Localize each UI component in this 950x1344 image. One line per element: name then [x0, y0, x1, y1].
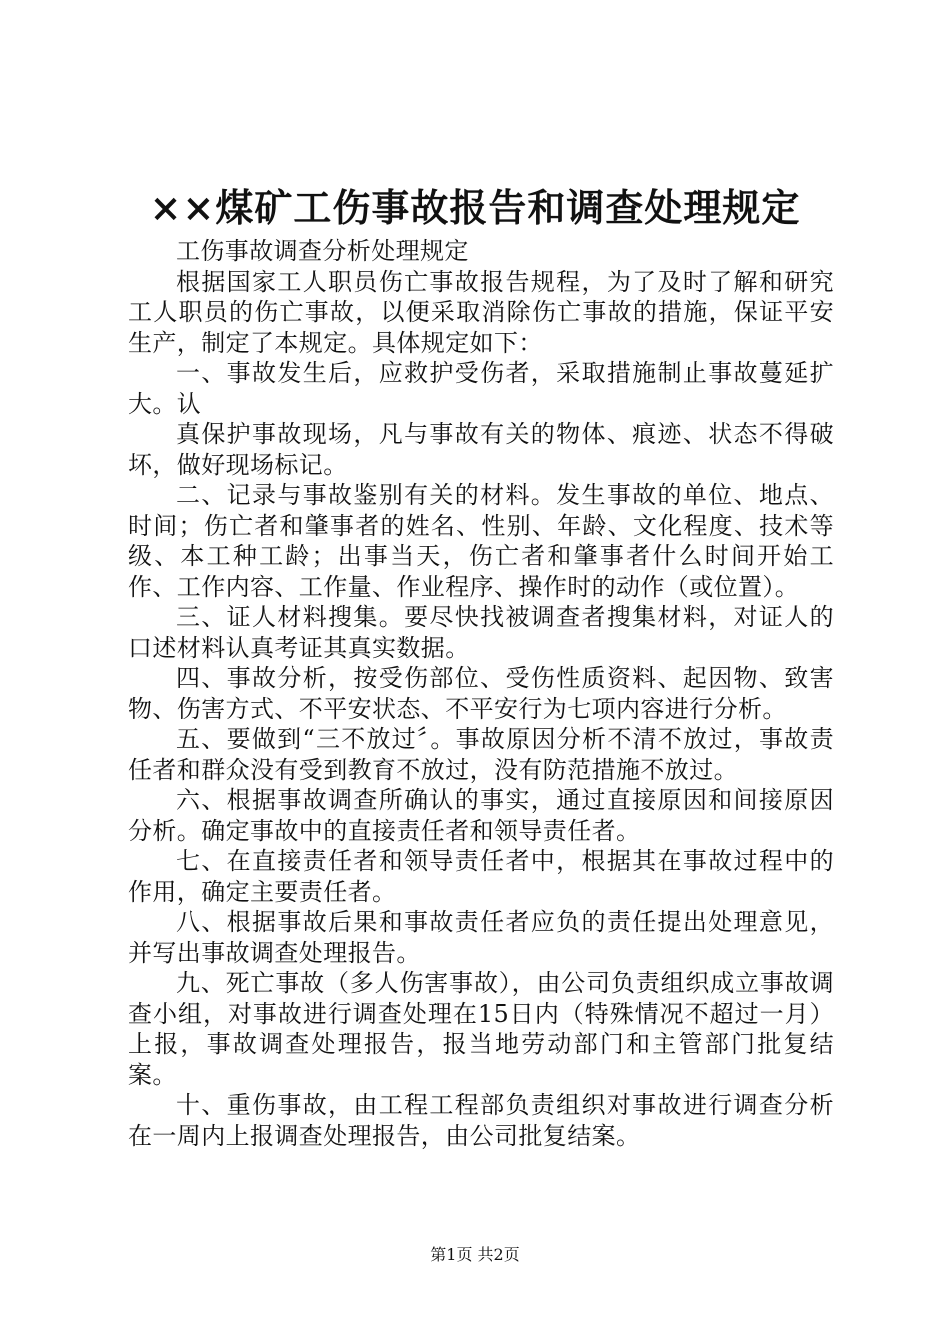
document-title: ××煤矿工伤事故报告和调查处理规定: [149, 185, 801, 230]
paragraph-item-4: 四、事故分析，按受伤部位、受伤性质资料、起因物、致害物、伤害方式、不平安状态、不平安行为七项内容进行分析。: [128, 664, 834, 723]
paragraph-item-6: 六、根据事故调查所确认的事实，通过直接原因和间接原因分析。确定事故中的直接责任者和领导责任者。: [128, 786, 834, 845]
paragraph-item-9: 九、死亡事故（多人伤害事故），由公司负责组织成立事故调查小组，对事故进行调查处理在15日内（特殊情况不超过一月）上报，事故调查处理报告，报当地劳动部门和主管部门批复结案。: [128, 969, 834, 1089]
paragraph-item-2: 二、记录与事故鉴别有关的材料。发生事故的单位、地点、时间；伤亡者和肇事者的姓名、性别、年龄、文化程度、技术等级、本工种工龄；出事当天，伤亡者和肇事者什么时间开始工作、工作内容、工作量、作业程序、操作时的动作（或位置）。: [128, 481, 834, 601]
paragraph-item-7: 七、在直接责任者和领导责任者中，根据其在事故过程中的作用，确定主要责任者。: [128, 847, 834, 906]
paragraph-item-8: 八、根据事故后果和事故责任者应负的责任提出处理意见，并写出事故调查处理报告。: [128, 908, 834, 967]
paragraph-item-1-continued: 真保护事故现场，凡与事故有关的物体、痕迹、状态不得破坏，做好现场标记。: [128, 420, 834, 479]
paragraph-item-5: 五、要做到“三不放过〞。事故原因分析不清不放过，事故责任者和群众没有受到教育不放过，没有防范措施不放过。: [128, 725, 834, 784]
paragraph-subtitle: 工伤事故调查分析处理规定: [176, 237, 469, 265]
paragraph-intro: 根据国家工人职员伤亡事故报告规程，为了及时了解和研究工人职员的伤亡事故，以便采取消除伤亡事故的措施，保证平安生产，制定了本规定。具体规定如下：: [128, 267, 834, 357]
page-number-footer: 第1页 共2页: [430, 1245, 520, 1264]
paragraph-item-3: 三、证人材料搜集。要尽快找被调查者搜集材料，对证人的口述材料认真考证其真实数据。: [128, 603, 834, 662]
document-body: [128, 236, 834, 1151]
paragraph-item-1: 一、事故发生后，应救护受伤者，采取措施制止事故蔓延扩大。认: [128, 359, 834, 418]
paragraph-item-10: 十、重伤事故，由工程工程部负责组织对事故进行调查分析在一周内上报调查处理报告，由公司批复结案。: [128, 1091, 834, 1150]
